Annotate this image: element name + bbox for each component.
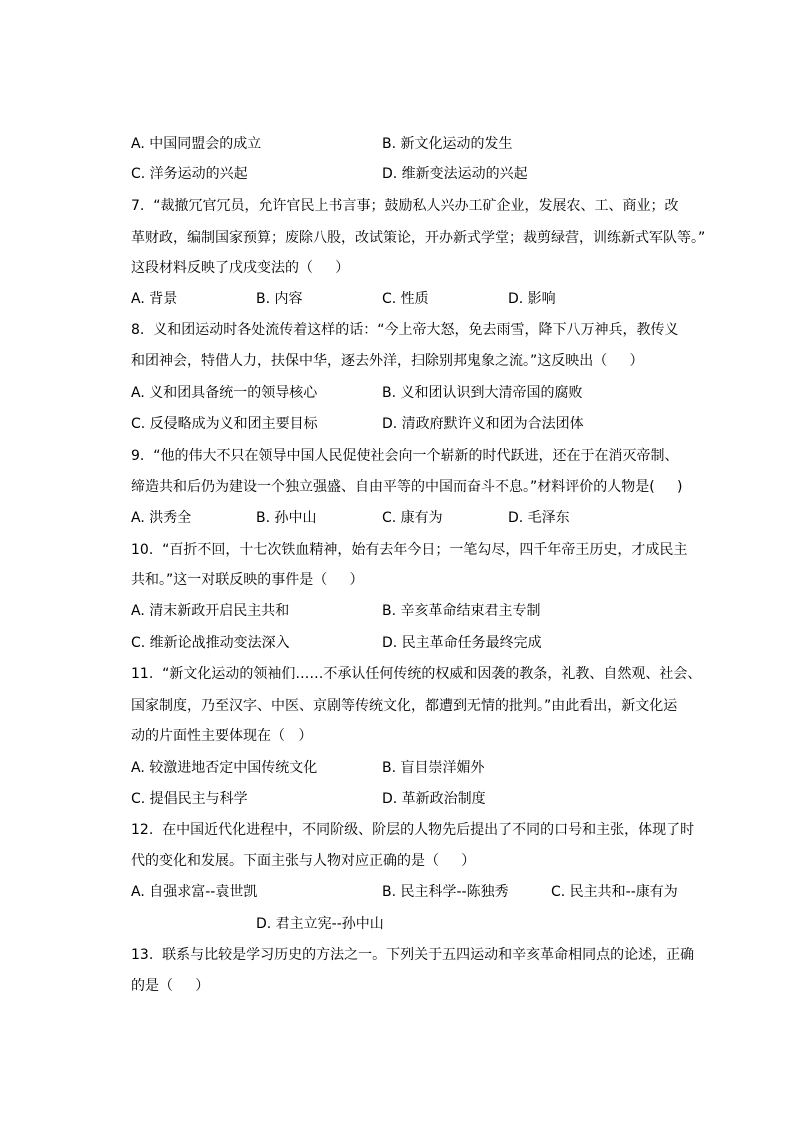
q8-option-b: B. 义和团认识到大清帝国的腐败	[382, 385, 583, 401]
q11-option-a: A. 较激进地否定中国传统文化	[131, 760, 318, 776]
q10-stem-line-1: 10. “百折不回，十七次铁血精神，始有去年今日；一笔勾尽，四千年帝王历史，才成民主	[131, 542, 688, 558]
q7-stem-line-2: 革财政，编制国家预算；废除八股，改试策论，开办新式学堂；裁剪绿营，训练新式军队等。”	[131, 230, 706, 246]
q10-option-c: C. 维新论战推动变法深入	[131, 635, 290, 651]
q6-option-d: D. 维新变法运动的兴起	[382, 166, 528, 182]
q9-option-a: A. 洪秀全	[131, 510, 192, 526]
q12-stem-line-2: 代的变化和发展。下面主张与人物对应正确的是（ ）	[131, 853, 476, 869]
q7-stem-line-3: 这段材料反映了戊戌变法的（ ）	[131, 260, 350, 276]
q7-option-d: D. 影响	[508, 291, 556, 307]
q7-option-b: B. 内容	[256, 291, 303, 307]
q12-stem-line-1: 12. 在中国近代化进程中，不同阶级、阶层的人物先后提出了不同的口号和主张，体现了时	[131, 822, 695, 838]
q8-stem-line-2: 和团神会，特借人力，扶保中华，逐去外洋，扫除别邦鬼象之流。”这反映出（ ）	[131, 353, 644, 369]
q8-option-c: C. 反侵略成为义和团主要目标	[131, 416, 318, 432]
q8-option-d: D. 清政府默许义和团为合法团体	[382, 416, 584, 432]
q11-stem-line-2: 国家制度，乃至汉字、中医、京剧等传统文化，都遭到无情的批判。”由此看出，新文化运	[131, 698, 678, 714]
q11-option-c: C. 提倡民主与科学	[131, 791, 248, 807]
q11-stem-line-3: 动的片面性主要体现在（ ）	[131, 728, 313, 744]
q13-stem-line-1: 13. 联系与比较是学习历史的方法之一。下列关于五四运动和辛亥革命相同点的论述，正确	[131, 947, 695, 963]
q9-stem-line-1: 9. “他的伟大不只在领导中国人民促使社会向一个崭新的时代跃进，还在于在消灭帝制、	[131, 448, 679, 464]
q9-option-d: D. 毛泽东	[508, 510, 570, 526]
q12-option-d: D. 君主立宪--孙中山	[256, 916, 384, 932]
q9-option-b: B. 孙中山	[256, 510, 317, 526]
q6-option-a: A. 中国同盟会的成立	[131, 136, 262, 152]
q7-stem-line-1: 7. “裁撤冗官冗员，允许官民上书言事；鼓励私人兴办工矿企业，发展农、工、商业；改	[131, 198, 679, 214]
q13-stem-line-2: 的是（ ）	[131, 978, 210, 994]
q12-option-a: A. 自强求富--袁世凯	[131, 884, 258, 900]
q12-option-b: B. 民主科学--陈独秀	[382, 884, 509, 900]
q8-option-a: A. 义和团具备统一的领导核心	[131, 385, 318, 401]
q11-option-d: D. 革新政治制度	[382, 791, 486, 807]
q7-option-a: A. 背景	[131, 291, 178, 307]
q10-option-d: D. 民主革命任务最终完成	[382, 635, 542, 651]
q9-stem-line-2: 缔造共和后仍为建设一个独立强盛、自由平等的中国而奋斗不息。”材料评价的人物是( )	[131, 479, 683, 495]
q6-option-b: B. 新文化运动的发生	[382, 136, 513, 152]
q9-option-c: C. 康有为	[382, 510, 443, 526]
q11-option-b: B. 盲目崇洋媚外	[382, 760, 485, 776]
q10-option-b: B. 辛亥革命结束君主专制	[382, 603, 541, 619]
q8-stem-line-1: 8. 义和团运动时各处流传着这样的话：“今上帝大怒，免去雨雪，降下八万神兵，教传义	[131, 322, 679, 338]
q12-option-c: C. 民主共和--康有为	[551, 884, 678, 900]
q6-option-c: C. 洋务运动的兴起	[131, 166, 248, 182]
q10-option-a: A. 清末新政开启民主共和	[131, 603, 290, 619]
q7-option-c: C. 性质	[382, 291, 429, 307]
q10-stem-line-2: 共和。”这一对联反映的事件是（ ）	[131, 572, 364, 588]
q11-stem-line-1: 11. “新文化运动的领袖们……不承认任何传统的权威和因袭的教条，礼教、自然观、社会、	[131, 666, 702, 682]
